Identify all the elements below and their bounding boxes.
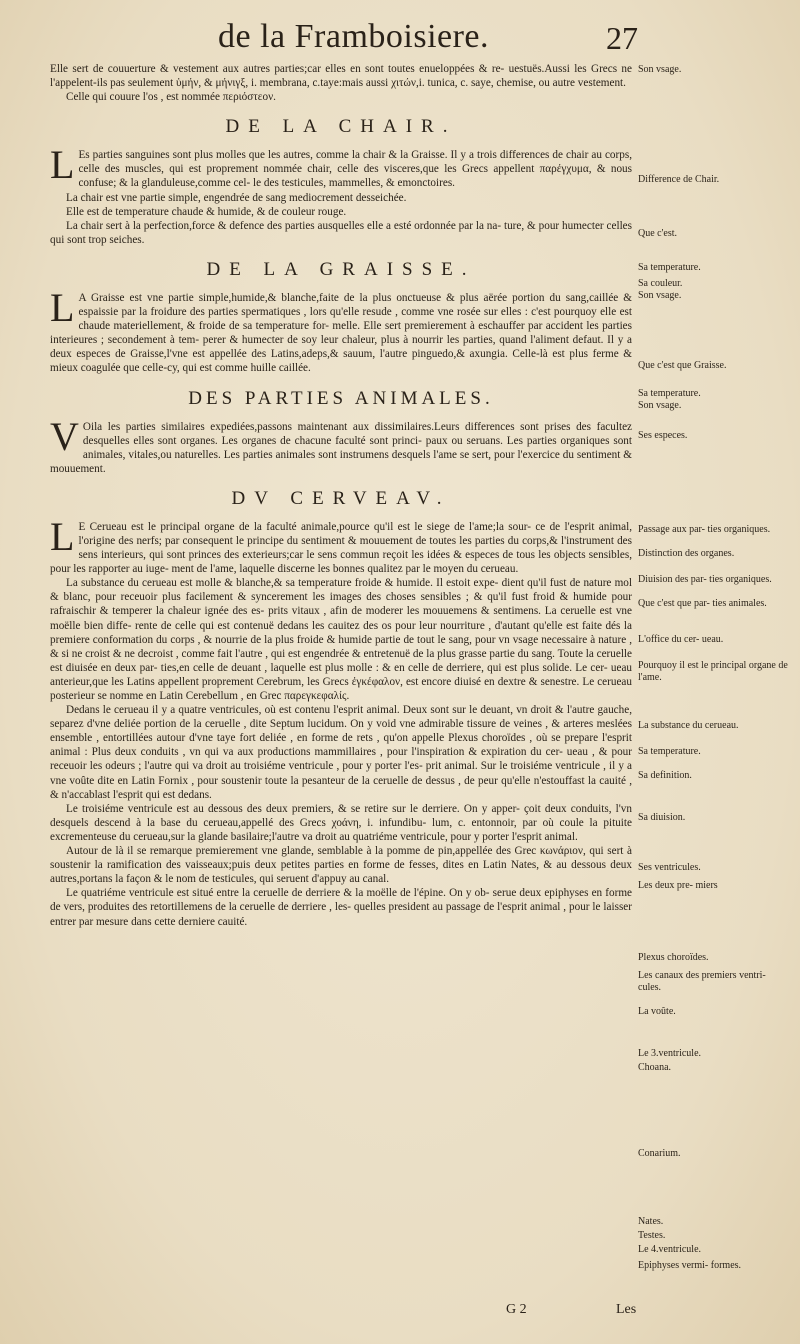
page-header bbox=[0, 18, 800, 62]
paragraph: Dedans le cerueau il y a quatre ventricules, où est contenu l'esprit animal. Deux sont sur le deuant, vn droit & l'autre gauche, separez d'vne deliée portion de la ceruelle , dite Septum lucidum. On y void vne admirable tissure de veines , & arteres meslées ensemble , entortillées autour d'vne taye fort deliée , en forme de rets , qu'on appelle Plexus choroïdes , où se prepare l'esprit animal : Plus deux conduits , vn qui va aux productions mammillaires , pour l'inspiration & expiration du cer- ueau , & pour receuoir les odeurs ; l'autre qui va droit au troisiéme ventricule , pour y porter l'es- prit animal. Sur le troisiéme ventricule , il y a vne voûte dite en Latin Fornix , pour soustenir toute la pesanteur de la ceruelle de dessus , de peur qu'elle n'estouffast la cauité , & n'accablast l'esprit qui est dedans. bbox=[50, 704, 632, 801]
margin-note: L'office du cer- ueau. bbox=[638, 634, 724, 645]
initial-letter: L bbox=[50, 513, 75, 559]
margin-note: Que c'est que Graisse. bbox=[638, 360, 727, 371]
margin-note: Que c'est que par- ties animales. bbox=[638, 598, 767, 609]
page-footer bbox=[0, 1302, 800, 1326]
margin-note: Pourquoy il est le principal organe de l'ame. bbox=[638, 660, 788, 683]
section-heading-parties-animales: DES PARTIES ANIMALES. bbox=[188, 387, 494, 409]
paragraph: Celle qui couure l'os , est nommée περιόστεον. bbox=[66, 91, 276, 104]
margin-note: Le 3.ventricule. bbox=[638, 1048, 702, 1059]
paragraph: Elle sert de couuerture & vestement aux autres parties;car elles en sont toutes enueloppées & re- uestuës.Aussi les Grecs ne l'appelent-ils pas seulement ὑμήν, & μήνιγξ, i. membrana, c.taye:mais aussi χιτών,i. tunica, c. saye, chemise, ou autre vestement. bbox=[50, 63, 632, 90]
margin-note: Testes. bbox=[638, 1230, 666, 1241]
margin-note: Ses especes. bbox=[638, 430, 688, 441]
margin-note: Sa couleur. bbox=[638, 278, 683, 289]
margin-note: Sa temperature. bbox=[638, 746, 701, 757]
initial-letter: V bbox=[50, 413, 79, 459]
margin-note: Sa diuision. bbox=[638, 812, 686, 823]
margin-note: Son vsage. bbox=[638, 64, 682, 75]
catchword: Les bbox=[616, 1302, 637, 1317]
margin-note: Sa temperature. bbox=[638, 262, 701, 273]
paragraph: Elle est de temperature chaude & humide, & de couleur rouge. bbox=[66, 205, 347, 218]
initial-letter: L bbox=[50, 142, 75, 188]
running-title: de la Framboisiere. bbox=[218, 18, 490, 55]
margin-note: Sa definition. bbox=[638, 770, 692, 781]
main-text bbox=[50, 62, 632, 929]
margin-note: Nates. bbox=[638, 1216, 664, 1227]
section-heading-cerveau: DV CERVEAV. bbox=[231, 487, 451, 509]
paragraph: L Es parties sanguines sont plus molles que les autres, comme la chair & la Graisse. Il y a trois differences de chair au corps, celle des muscles, qui est proprement nommée chair, celle des visceres,que les Grecs appellent παρέγχυμα, & nous confuse; & la glanduleuse,comme cel- le des testicules, mammelles, & emonctoires. bbox=[50, 142, 632, 190]
margin-note: Passage aux par- ties organiques. bbox=[638, 524, 771, 535]
paragraph: Le quatriéme ventricule est situé entre la ceruelle de derriere & la moëlle de l'épine. On y ob- serue deux epiphyses en forme de vers, produites des retortillemens de la ceruelle de derriere , les- quelles president au passage de l'esprit animal , pour le laisser entrer par mesure dans cette derniere cauité. bbox=[50, 887, 632, 928]
paragraph: Autour de là il se remarque premierement vne glande, semblable à la pomme de pin,appellée des Grec κωνάριον, qui sert à soustenir la ramification des vaisseaux;puis deux petites parties en forme de fesses, dites en Latin Nates, & au dessous deux autres,portans la façon & le nom de testicules, qui seruent d'appuy au canal. bbox=[50, 845, 632, 886]
margin-note: Le 4.ventricule. bbox=[638, 1244, 702, 1255]
initial-letter: L bbox=[50, 284, 75, 330]
margin-note: Choana. bbox=[638, 1062, 672, 1073]
margin-note: Plexus choroïdes. bbox=[638, 952, 709, 963]
margin-note: Epiphyses vermi- formes. bbox=[638, 1260, 742, 1271]
margin-note: Les deux pre- miers bbox=[638, 880, 718, 891]
margin-note: La substance du cerueau. bbox=[638, 720, 739, 731]
paragraph: L E Cerueau est le principal organe de la faculté animale,pource qu'il est le siege de l'ame;la sour- ce de l'esprit animal, l'origine des nerfs; par consequent le principe du sentiment & mouuement de toutes les parties du corps,& l'instrument des sens interieurs, qui sont princes des exterieurs;car le sens commun reçoit les idées & especes de tous les objects sensibles, pour les rapporter au iuge- ment de l'ame, laquelle discerne les bonnes qualitez par le moyen du cerueau. bbox=[50, 513, 632, 576]
paragraph: La chair sert à la perfection,force & defence des parties ausquelles elle a esté ordonnée par la na- ture, & pour humecter celles qui sont trop seiches. bbox=[50, 219, 632, 246]
paragraph: Le troisiéme ventricule est au dessous des deux premiers, & se retire sur le derriere. On y apper- çoit deux conduits, l'vn desquels descend à la base du cerueau,appellé des Grecs χοάνη, i. infundibu- lum, c. entonnoir, par où coule la pituite excrementeuse du cerueau,sur la glande basilaire;l'autre va droit au quatriéme ventricule, pour y porter l'esprit animal. bbox=[50, 802, 632, 843]
margin-note: Les canaux des premiers ventri- cules. bbox=[638, 970, 766, 993]
paragraph: V Oila les parties similaires expediées,passons maintenant aux dissimilaires.Leurs differences sont prises des facultez desquelles elles sont organes. Les organes de chacune faculté sont princi- paux ou seruans. Les parties organiques sont animales, vitales,ou naturelles. Les parties animales sont instrumens desquels l'ame se sert, pour l'exercice du sentiment & mouuement. bbox=[50, 413, 632, 475]
margin-note: Conarium. bbox=[638, 1148, 681, 1159]
paragraph: La substance du cerueau est molle & blanche,& sa temperature froide & humide. Il estoit expe- dient qu'il fust de nature mol & blanc, pour receuoir plus facilement & syncerement les images des choses sensibles ; & qu'il fust froid & humide pour rafraischir & temperer la chaleur ignée des es- prits vitaux , afin de moderer les mouuemens & sentimens. La ceruelle est vne moëlle bien diffe- rente de celle qui est contenuë dedans les cauitez des os pour leur nourriture , d'autant qu'elle est faite dés la premiere conformation du corps , & nourrie de la plus froide & humide partie de tout le sang, pour vn vsage necessaire à nature , & si ne croist & ne decroist , comme fait l'autre , qui est engendrée & entretenuë de la plus grasse partie du sang. Toute la ceruelle est diuisée en deux par- ties,en celle de deuant , laquelle est plus molle : & en celle de derriere, qui est plus solide. Le cer- ueau anterieur,que les Latins appellent proprement Cerebrum, les Grecs ἐγκέφαλον, est encore diuisé en dextre & senestre. Le cerueau posterieur se nomme en Latin Cerebellum , en Grec παρεγκεφαλίς. bbox=[50, 577, 632, 702]
paragraph: L A Graisse est vne partie simple,humide,& blanche,faite de la plus onctueuse & plus aërée portion du sang,caillée & espaissie par la froidure des parties spermatiques , lors qu'elle resude , comme vne rosée sur elles : c'est pourquoy elle est chaude materiellement, & froide de sa temperature for- melle. Elle sert premierement à eschauffer par accident les parties interieures ; secondement à tem- perer & humecter de soy leur chaleur, plus à nourrir les parties, quand l'aliment defaut. Il y a deux especes de Graisse,l'vne est appellée des Latins,adeps,& sauum, l'autre pinguedo,& axungia. Celle-là est plus ferme & mieux coagulée que celle-cy, qui est comme huille caillée. bbox=[50, 284, 632, 375]
margin-note: Sa temperature. bbox=[638, 388, 701, 399]
page-number: 27 bbox=[606, 20, 638, 56]
section-heading-chair: DE LA CHAIR. bbox=[225, 116, 457, 138]
margin-note: Son vsage. bbox=[638, 400, 682, 411]
margin-note: Ses ventricules. bbox=[638, 862, 701, 873]
margin-note: Distinction des organes. bbox=[638, 548, 735, 559]
margin-note: La voûte. bbox=[638, 1006, 676, 1017]
margin-note: Son vsage. bbox=[638, 290, 682, 301]
margin-note: Difference de Chair. bbox=[638, 174, 720, 185]
signature-mark: G 2 bbox=[506, 1302, 527, 1317]
margin-note: Diuision des par- ties organiques. bbox=[638, 574, 772, 585]
section-heading-graisse: DE LA GRAISSE. bbox=[206, 258, 476, 280]
margin-note: Que c'est. bbox=[638, 228, 678, 239]
paragraph: La chair est vne partie simple, engendrée de sang mediocrement desseichée. bbox=[66, 191, 407, 204]
